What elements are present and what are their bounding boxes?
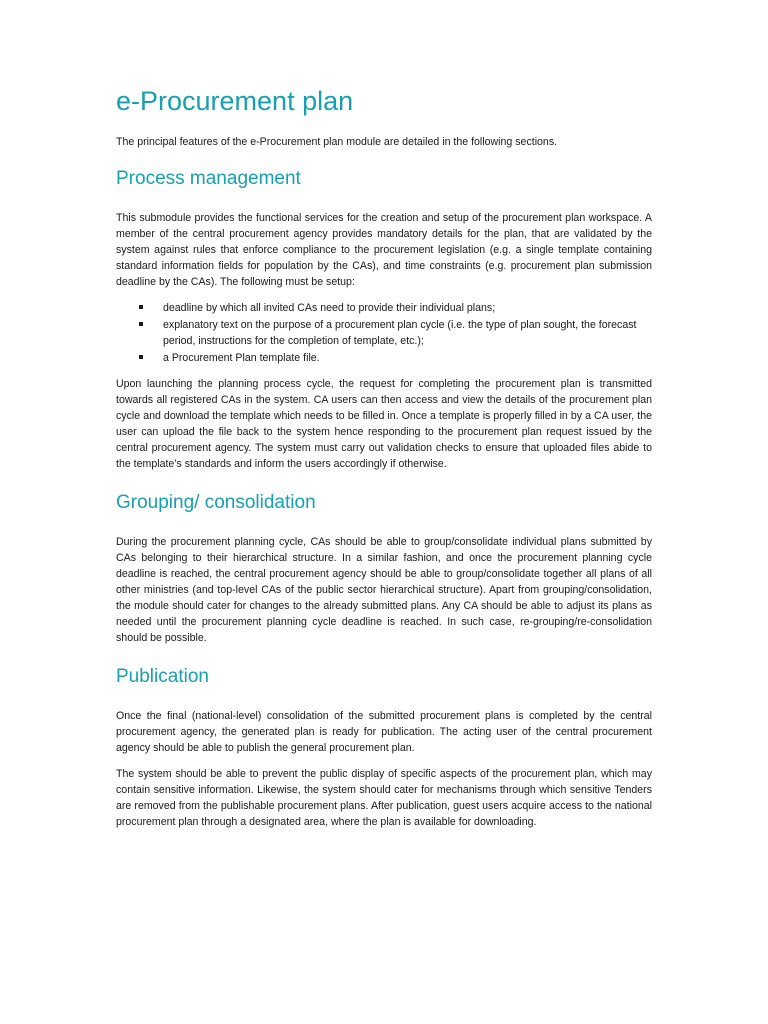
section-heading-publication: Publication (116, 666, 209, 687)
square-bullet-icon (139, 305, 143, 309)
section-heading-grouping-consolidation: Grouping/ consolidation (116, 492, 316, 513)
document-page (116, 84, 652, 840)
process-management-paragraph-2: Upon launching the planning process cycle, the request for completing the procurement plan is transmitted towards all registered CAs in the system. CA users can then access and view the details of the procurement plan cycle and download the template which needs to be filled in. Once a template is properly filled in by a CA user, the user can upload the file back to the system hence responding to the procurement plan request issued by the central procurement agency. The system must carry out validation checks to ensure that uploaded files abide to the template’s standards and inform the users accordingly if otherwise. (116, 378, 652, 470)
square-bullet-icon (139, 355, 143, 359)
grouping-consolidation-paragraph: During the procurement planning cycle, CAs should be able to group/consolidate individual plans submitted by CAs belonging to their hierarchical structure. In a similar fashion, and once the procurement planning cycle deadline is reached, the central procurement agency should be able to group/consolidate together all plans of all other ministries (and top-level CAs of the public sector hierarchical structure). Apart from grouping/consolidation, the module should cater for changes to the already submitted plans. Any CA should be able to adjust its plans as needed until the procurement planning cycle deadline is reached. In such case, re-grouping/re-consolidation should be possible. (116, 536, 652, 644)
list-item-text: explanatory text on the purpose of a procurement plan cycle (i.e. the type of plan sought, the forecast period, instructions for the completion of template, etc.); (163, 319, 637, 347)
page-title: e-Procurement plan (116, 86, 354, 116)
list-item (116, 317, 652, 349)
intro-paragraph: The principal features of the e-Procurement plan module are detailed in the following sections. (116, 136, 558, 148)
list-item-text: a Procurement Plan template file. (163, 352, 320, 364)
setup-requirements-list (116, 300, 652, 366)
list-item (116, 300, 652, 316)
process-management-paragraph-1: This submodule provides the functional services for the creation and setup of the procurement plan workspace. A member of the central procurement agency provides mandatory details for the plan, that are validated by the system against rules that enforce compliance to the procurement legislation (e.g. a single template containing standard information fields for population by the CAs), and time constraints (e.g. procurement plan submission deadline by the CAs). The following must be setup: (116, 212, 652, 288)
section-heading-process-management: Process management (116, 168, 301, 189)
list-item-text: deadline by which all invited CAs need to provide their individual plans; (163, 302, 496, 314)
publication-paragraph-2: The system should be able to prevent the public display of specific aspects of the procurement plan, which may contain sensitive information. Likewise, the system should cater for mechanisms through which sensitive Tenders are removed from the publishable procurement plans. After publication, guest users acquire access to the national procurement plan through a designated area, where the plan is available for downloading. (116, 768, 652, 828)
publication-paragraph-1: Once the final (national-level) consolidation of the submitted procurement plans is completed by the central procurement agency, the generated plan is ready for publication. The acting user of the central procurement agency should be able to publish the general procurement plan. (116, 710, 652, 754)
list-item (116, 350, 652, 366)
square-bullet-icon (139, 322, 143, 326)
